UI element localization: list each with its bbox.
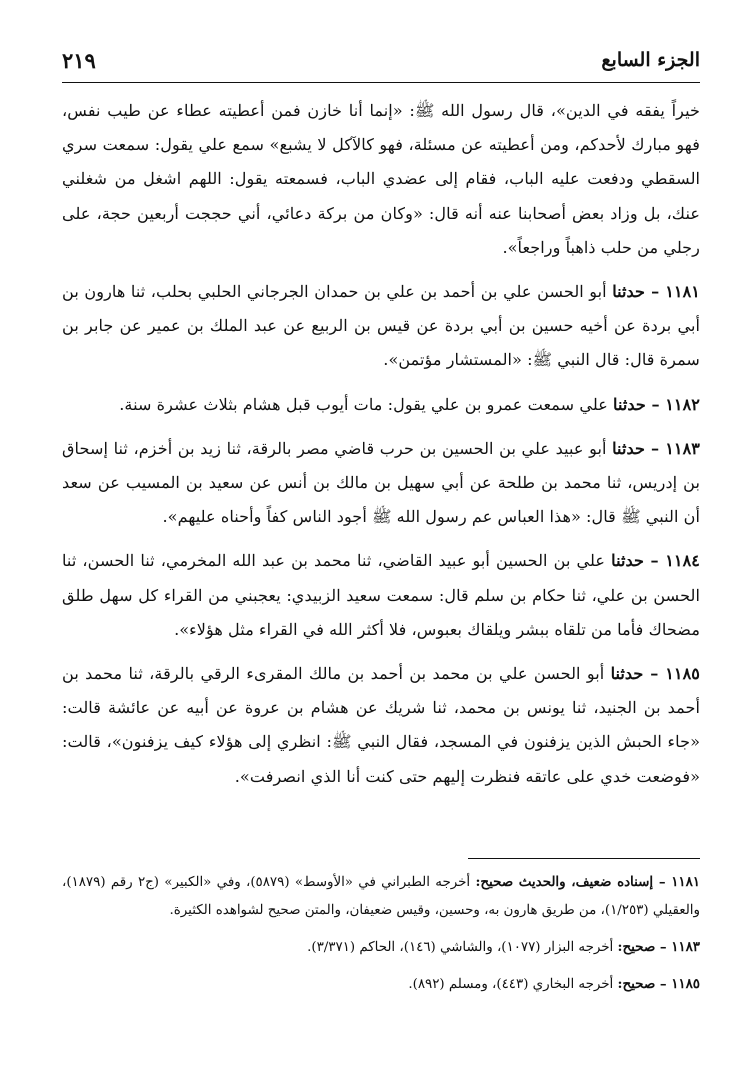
footnote-divider xyxy=(468,858,700,859)
page-header xyxy=(62,38,700,83)
hadith-1184 xyxy=(62,544,700,647)
hadith-text: أبو الحسن علي بن أحمد بن علي بن حمدان الجرجاني الحلبي بحلب، ثنا هارون بن أبي بردة عن أخيه حسين بن أبي بردة عن قيس بن الربيع عن عبد الملك بن عمير عن جابر بن سمرة قال: قال النبي ﷺ: «المستشار مؤتمن». xyxy=(62,282,700,370)
footnote-lead: ١١٨٣ – صحيح: xyxy=(617,939,700,955)
main-text xyxy=(62,94,700,804)
hadith-number: ١١٨٣ – حدثنا xyxy=(612,438,700,458)
hadith-number: ١١٨٤ – حدثنا xyxy=(611,551,700,571)
hadith-text: أبو الحسن علي بن محمد بن أحمد بن مالك المقرىء الرقي بالرقة، ثنا محمد بن أحمد بن الجنيد، ثنا يونس بن محمد، ثنا شريك عن هشام بن عروة عن أبيه عن عائشة قالت: «جاء الحبش الذين يزفنون في المسجد، فقال النبي ﷺ: انظري إلى هؤلاء كيف يزفنون»، قالت: «فوضعت خدي على عاتقه فنظرت إليهم حتى كنت أنا الذي انصرفت». xyxy=(62,664,700,786)
hadith-number: ١١٨٥ – حدثنا xyxy=(610,664,700,684)
page-number: ٢١٩ xyxy=(62,47,96,73)
hadith-1183 xyxy=(62,432,700,535)
footnotes xyxy=(62,868,700,1007)
hadith-text: أبو عبيد علي بن الحسين بن حرب قاضي مصر بالرقة، ثنا زيد بن أخزم، ثنا إسحاق بن إدريس، ثنا محمد بن طلحة عن أبي سهيل بن مالك بن أنس عن سعيد بن المسيب عن سعد أن النبي ﷺ قال: «هذا العباس عم رسول الله ﷺ أجود الناس كفاً وأحناه عليهم». xyxy=(62,438,700,527)
paragraph-text: خيراً يفقه في الدين»، قال رسول الله ﷺ: «إنما أنا خازن فمن أعطيته عطاء عن طيب نفس، فهو مبارك لأحدكم، ومن أعطيته عن مسئلة، فهو كالآكل لا يشبع» سمع علي يقول: سمعت سري السقطي ودفعت عليه الباب، فقام إلى عضدي الباب، فسمعته يقول: اللهم اشغل من شغلني عنك، بل وزاد بعض أصحابنا عنه أنه قال: «وكان من بركة دعائي، أني حججت أربعين حجة، على رجلي من حلب ذاهباً وراجعاً». xyxy=(62,101,700,257)
hadith-1181 xyxy=(62,275,700,378)
paragraph-continuation xyxy=(62,94,700,265)
footnote-lead: ١١٨٥ – صحيح: xyxy=(617,976,700,992)
hadith-1185 xyxy=(62,657,700,794)
footnote-text: أخرجه البخاري (٤٤٣)، ومسلم (٨٩٢). xyxy=(408,977,618,992)
hadith-1182 xyxy=(62,388,700,422)
footnote-text: أخرجه البزار (١٠٧٧)، والشاشي (١٤٦)، الحاكم (٣/٣٧١). xyxy=(307,940,618,955)
footnote-1183 xyxy=(62,933,700,962)
running-title: الجزء السابع xyxy=(601,49,700,71)
footnote-lead: ١١٨١ – إسناده ضعيف، والحديث صحيح: xyxy=(475,874,700,890)
hadith-text: علي سمعت عمرو بن علي يقول: مات أيوب قبل هشام بثلاث عشرة سنة. xyxy=(119,394,614,414)
hadith-number: ١١٨١ – حدثنا xyxy=(612,282,700,302)
hadith-number: ١١٨٢ – حدثنا xyxy=(613,394,700,414)
footnote-1181 xyxy=(62,868,700,925)
hadith-text: علي بن الحسين أبو عبيد القاضي، ثنا محمد بن عبد الله المخرمي، ثنا الحسن، ثنا الحسن بن علي، ثنا حكام بن سلم قال: سمعت سعيد الزبيدي: يعجبني من القراء كل سهل طلق مضحاك فأما من تلقاه ببشر ويلقاك بعبوس، فلا أكثر الله في القراء مثل هؤلاء». xyxy=(62,551,700,639)
footnote-text: أخرجه الطبراني في «الأوسط» (٥٨٧٩)، وفي «الكبير» (ج٢ رقم (١٨٧٩)، والعقيلي (١/٢٥٣)، من طريق هارون به، وحسين، وقيس ضعيفان، والمتن صحيح لشواهده الكثيرة. xyxy=(62,875,700,918)
footnote-1185 xyxy=(62,970,700,999)
